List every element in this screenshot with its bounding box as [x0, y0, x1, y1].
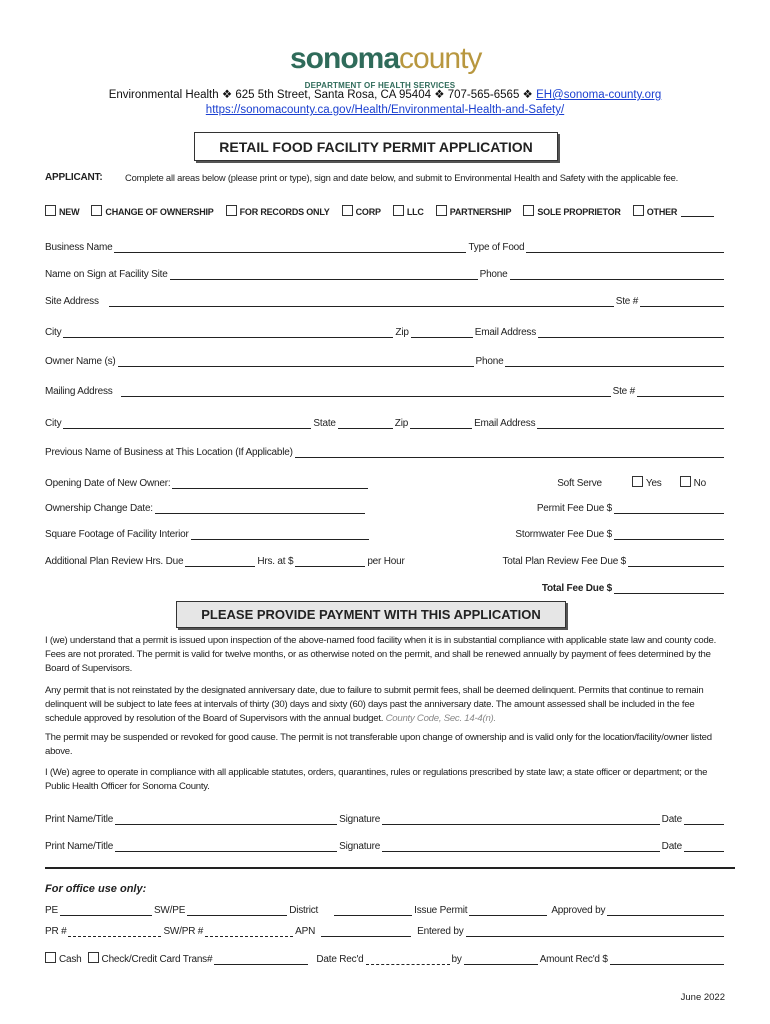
- opening-date-input[interactable]: [172, 478, 368, 489]
- received-by-input[interactable]: [464, 954, 538, 965]
- site-zip-input[interactable]: [411, 327, 473, 338]
- amount-recd-input[interactable]: [610, 954, 724, 965]
- swpr-input[interactable]: [205, 926, 293, 937]
- phone-input[interactable]: [510, 269, 724, 280]
- permit-fee-input[interactable]: [614, 503, 724, 514]
- signature-label: Signature: [339, 814, 381, 825]
- pr-input[interactable]: [68, 926, 161, 937]
- 4-label: LLC: [406, 207, 424, 217]
- other-input[interactable]: [681, 206, 714, 217]
- 7-label: OTHER: [646, 207, 678, 217]
- site-ste-input[interactable]: [640, 296, 724, 307]
- zip-label: Zip: [395, 327, 409, 338]
- hourly-rate-input[interactable]: [295, 556, 365, 567]
- ownership-change-date-label: Ownership Change Date:: [45, 503, 153, 514]
- check-trans-input[interactable]: [214, 954, 308, 965]
- separator-label: ❖: [522, 89, 533, 101]
- print-name-input-1[interactable]: [115, 814, 337, 825]
- row-total-fee: [45, 583, 726, 594]
- date-label: Date: [661, 841, 682, 852]
- swpr-label: SW/PR #: [163, 926, 204, 937]
- swpe-label: SW/PE: [153, 905, 186, 916]
- separator-label: ❖: [221, 89, 233, 101]
- entered-by-label: Entered by: [417, 926, 464, 937]
- checkbox-new[interactable]: [45, 205, 79, 217]
- total-fee-input[interactable]: [614, 583, 724, 594]
- apn-input[interactable]: [321, 926, 411, 937]
- mailing-zip-input[interactable]: [410, 418, 472, 429]
- applicant-instructions: [45, 172, 726, 183]
- application-type-checkboxes: [45, 205, 726, 217]
- mailing-address-input[interactable]: [121, 386, 611, 397]
- name-on-sign-input[interactable]: [170, 269, 478, 280]
- site-email-input[interactable]: [538, 327, 724, 338]
- row-mailing-city: [45, 418, 726, 429]
- date-input-1[interactable]: [684, 814, 724, 825]
- pe-input[interactable]: [60, 905, 152, 916]
- label-label: APPLICANT:: [45, 172, 103, 183]
- cash-checkbox[interactable]: [45, 952, 82, 965]
- row-business: [45, 242, 726, 253]
- checkbox-square-icon: [633, 205, 644, 216]
- 2-label: FOR RECORDS ONLY: [239, 207, 330, 217]
- cash-label: Cash: [59, 954, 82, 965]
- issue-permit-label: Issue Permit: [414, 905, 468, 916]
- checkbox-square-icon: [88, 952, 99, 963]
- checkbox-corp[interactable]: [342, 205, 381, 217]
- sonoma-county-logo: [290, 42, 482, 90]
- no-label: No: [693, 478, 706, 489]
- checkbox-for-records-only[interactable]: [226, 205, 330, 217]
- checkbox-square-icon: [393, 205, 404, 216]
- checkbox-square-icon: [342, 205, 353, 216]
- phone-label: Phone: [479, 269, 508, 280]
- row-previous-name: [45, 447, 726, 458]
- permit-fee-label: Permit Fee Due $: [536, 503, 612, 514]
- check-checkbox[interactable]: [88, 952, 213, 965]
- square-footage-input[interactable]: [191, 529, 369, 540]
- approved-by-input[interactable]: [607, 905, 724, 916]
- name-on-sign-label: Name on Sign at Facility Site: [45, 269, 168, 280]
- email-label: Email Address: [474, 327, 537, 338]
- total-plan-review-label: Total Plan Review Fee Due $: [502, 556, 626, 567]
- email-label: Email Address: [474, 418, 536, 429]
- soft-serve-no-checkbox[interactable]: [680, 476, 706, 489]
- checkbox-sole-proprietor[interactable]: [523, 205, 620, 217]
- city-label: City: [45, 327, 62, 338]
- office-row-2: [45, 926, 726, 937]
- payment-banner: PLEASE PROVIDE PAYMENT WITH THIS APPLICATION: [176, 601, 566, 628]
- previous-name-input[interactable]: [295, 447, 724, 458]
- stormwater-fee-input[interactable]: [614, 529, 724, 540]
- city-label: City: [45, 418, 62, 429]
- ownership-change-date-input[interactable]: [155, 503, 365, 514]
- email-link[interactable]: EH@sonoma-county.org: [536, 89, 662, 101]
- pr-label: PR #: [45, 926, 67, 937]
- date-recd-input[interactable]: [366, 954, 450, 965]
- site-address-label: Site Address: [45, 296, 99, 307]
- previous-name-label: Previous Name of Business at This Location (If Applicable): [45, 447, 293, 458]
- row-sign: [45, 269, 726, 280]
- address-label: 625 5th Street, Santa Rosa, CA 95404: [235, 89, 431, 101]
- print-name-label: Print Name/Title: [45, 841, 114, 852]
- issue-permit-input[interactable]: [469, 905, 547, 916]
- site-address-input[interactable]: [109, 296, 614, 307]
- office-row-1: [45, 905, 726, 916]
- amount-recd-label: Amount Rec'd $: [539, 954, 608, 965]
- row-owner: [45, 356, 726, 367]
- ste-label: Ste #: [615, 296, 639, 307]
- logo-sub-label: DEPARTMENT OF HEALTH SERVICES: [304, 81, 456, 90]
- approved-by-label: Approved by: [551, 905, 606, 916]
- 0-label: NEW: [59, 207, 80, 217]
- square-footage-label: Square Footage of Facility Interior: [45, 529, 189, 540]
- print-name-input-2[interactable]: [115, 841, 337, 852]
- row-site-city: [45, 327, 726, 338]
- owner-phone-input[interactable]: [505, 356, 724, 367]
- logo-word1-label: sonoma: [290, 42, 400, 75]
- checkbox-square-icon: [91, 205, 102, 216]
- office-use-heading: For office use only:: [45, 883, 147, 895]
- pe-label: PE: [45, 905, 58, 916]
- mailing-state-input[interactable]: [338, 418, 393, 429]
- ste-label: Ste #: [612, 386, 635, 397]
- row-plan-review: [45, 556, 726, 567]
- business-name-input[interactable]: [114, 242, 466, 253]
- by-label: by: [451, 954, 462, 965]
- footer-date: June 2022: [680, 992, 725, 1003]
- logo-word2-label: county: [399, 42, 482, 75]
- phone-label: 707-565-6565: [447, 89, 520, 101]
- contact-line: [0, 87, 770, 101]
- paragraph-compliance: I (We) agree to operate in compliance with all applicable statutes, orders, quarantines, rules or regulations prescribed by state law; a state officer or department; or the Public Health Officer for Sonoma County.: [45, 767, 708, 792]
- plan-review-label: Additional Plan Review Hrs. Due: [45, 556, 184, 567]
- 5-label: PARTNERSHIP: [449, 207, 512, 217]
- row-square-footage: [45, 529, 726, 540]
- business-name-label: Business Name: [45, 242, 113, 253]
- separator-label: ❖: [434, 89, 445, 101]
- checkbox-square-icon: [523, 205, 534, 216]
- paragraph-suspension: The permit may be suspended or revoked for good cause. The permit is not transferable upon change of ownership and is valid only for the location/facility/owner listed above.: [45, 732, 712, 757]
- row-opening: [45, 476, 726, 489]
- date-recd-label: Date Rec'd: [316, 954, 364, 965]
- type-of-food-input[interactable]: [526, 242, 724, 253]
- site-city-input[interactable]: [63, 327, 393, 338]
- office-row-3: [45, 952, 726, 965]
- instructions-label: Complete all areas below (please print or type), sign and date below, and submit to Environmental Health and Safety with the applicable fee.: [125, 172, 679, 183]
- signature-input-1[interactable]: [382, 814, 660, 825]
- signature-input-2[interactable]: [382, 841, 660, 852]
- checkbox-square-icon: [436, 205, 447, 216]
- entered-by-input[interactable]: [466, 926, 725, 937]
- checkbox-square-icon: [680, 476, 691, 487]
- opening-date-label: Opening Date of New Owner:: [45, 478, 171, 489]
- signature-row-2: [45, 841, 726, 852]
- paragraph-permit-issuance: I (we) understand that a permit is issued upon inspection of the above-named food facility when it is in substantial compliance with applicable state law and county code. Fees are not prorated. The permit is valid for twelve months, or as otherwise noted on the permit, and shall be renewed annually by payment of fees determined by the Board of Supervisors.: [45, 635, 717, 674]
- apn-label: APN: [295, 926, 316, 937]
- owner-name-input[interactable]: [118, 356, 474, 367]
- zip-label: Zip: [394, 418, 409, 429]
- yes-label: Yes: [645, 478, 662, 489]
- signature-label: Signature: [339, 841, 381, 852]
- date-input-2[interactable]: [684, 841, 724, 852]
- stormwater-fee-label: Stormwater Fee Due $: [515, 529, 612, 540]
- soft-serve-yes-checkbox[interactable]: [632, 476, 662, 489]
- total-fee-label: Total Fee Due $: [541, 583, 612, 594]
- state-label: State: [313, 418, 336, 429]
- checkbox-square-icon: [45, 952, 56, 963]
- mailing-email-input[interactable]: [537, 418, 724, 429]
- checkbox-square-icon: [226, 205, 237, 216]
- website-link[interactable]: https://sonomacounty.ca.gov/Health/Environmental-Health-and-Safety/: [205, 104, 565, 116]
- mailing-address-label: Mailing Address: [45, 386, 113, 397]
- checkbox-llc[interactable]: [393, 205, 424, 217]
- row-mailing: [45, 386, 726, 397]
- p2-label: Any permit that is not reinstated by the designated anniversary date, due to failure to submit permit fees, shall be deemed delinquent. Permits that continue to remain delinquent will be subject to late fees at intervals of thirty (30) days and sixty (60) days past the anniversary date. The amount assessed shall be included in the fee schedule approved by resolution of the Board of Supervisors with the annual budget.: [45, 685, 704, 724]
- date-label: Date: [661, 814, 682, 825]
- row-site: [45, 296, 726, 307]
- 6-label: SOLE PROPRIETOR: [537, 207, 621, 217]
- 1-label: CHANGE OF OWNERSHIP: [105, 207, 214, 217]
- section-divider: [45, 867, 735, 869]
- checkbox-other[interactable]: [633, 205, 678, 217]
- row-ownership-change: [45, 503, 726, 514]
- phone-label: Phone: [475, 356, 504, 367]
- print-name-label: Print Name/Title: [45, 814, 114, 825]
- form-title: RETAIL FOOD FACILITY PERMIT APPLICATION: [194, 132, 558, 161]
- 3-label: CORP: [355, 207, 381, 217]
- check-label: Check/Credit Card Trans#: [101, 954, 213, 965]
- checkbox-partnership[interactable]: [436, 205, 512, 217]
- mailing-city-input[interactable]: [63, 418, 311, 429]
- checkbox-change-of-ownership[interactable]: [91, 205, 213, 217]
- plan-review-hours-input[interactable]: [185, 556, 255, 567]
- soft-serve-label: Soft Serve: [557, 478, 602, 489]
- signature-row-1: [45, 814, 726, 825]
- hrs-at-label: Hrs. at $: [257, 556, 294, 567]
- contact-dept-label: Environmental Health: [108, 89, 219, 101]
- paragraph-delinquency: [45, 684, 727, 726]
- total-plan-review-input[interactable]: [628, 556, 724, 567]
- checkbox-square-icon: [632, 476, 643, 487]
- p2-cite-label: County Code, Sec. 14-4(n).: [385, 713, 496, 724]
- type-of-food-label: Type of Food: [468, 242, 525, 253]
- district-input[interactable]: [334, 905, 412, 916]
- swpe-input[interactable]: [187, 905, 287, 916]
- district-label: District: [289, 905, 319, 916]
- checkbox-square-icon: [45, 205, 56, 216]
- owner-name-label: Owner Name (s): [45, 356, 116, 367]
- mailing-ste-input[interactable]: [637, 386, 724, 397]
- per-hour-label: per Hour: [367, 556, 405, 567]
